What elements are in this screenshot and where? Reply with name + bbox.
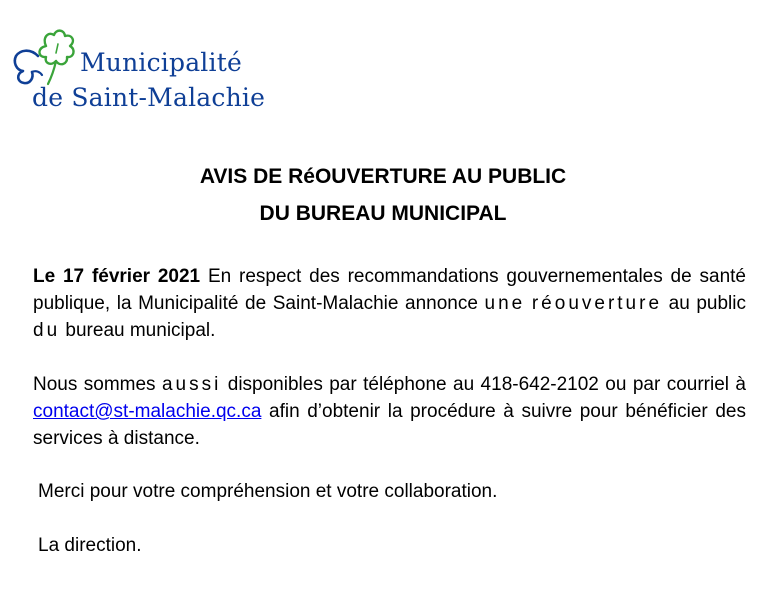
contact-paragraph [33, 371, 746, 452]
paragraph1-spaced-a: une [484, 293, 526, 314]
paragraph2-text-a: Nous sommes [33, 374, 162, 395]
paragraph2-spaced-a: aussi [161, 374, 222, 395]
signature: La direction. [38, 535, 142, 556]
paragraph1-spaced-c: du [33, 320, 61, 341]
notice-title-line2: DU BUREAU MUNICIPAL [259, 202, 507, 225]
paragraph1-text-a: En respect des recommandations gouvernementales de santé publique, la Municipalité de Saint-Malachie annonce [33, 266, 746, 314]
logo-text-line1: Municipalité [80, 48, 242, 77]
email-link[interactable]: contact@st-malachie.qc.ca [33, 401, 262, 422]
paragraph1-text-b: au public [662, 293, 747, 314]
municipality-logo [12, 26, 312, 118]
paragraph2-text-c: afin d’obtenir la procédure à suivre pour bénéficier des services à distance. [33, 401, 746, 449]
reopening-paragraph [33, 263, 746, 344]
notice-title-line1: AVIS DE RéOUVERTURE AU PUBLIC [199, 165, 567, 188]
logo-text-line2: de Saint-Malachie [32, 83, 266, 112]
paragraph1-text-c: bureau municipal. [60, 320, 216, 341]
paragraph1-spaced-b: réouverture [531, 293, 663, 314]
notice-date: Le 17 février 2021 [33, 266, 201, 287]
maple-leaf-icon [12, 26, 86, 88]
paragraph2-text-b: disponibles par téléphone au 418-642-2102 ou par courriel à [221, 374, 747, 395]
thanks-paragraph: Merci pour votre compréhension et votre collaboration. [38, 481, 498, 502]
